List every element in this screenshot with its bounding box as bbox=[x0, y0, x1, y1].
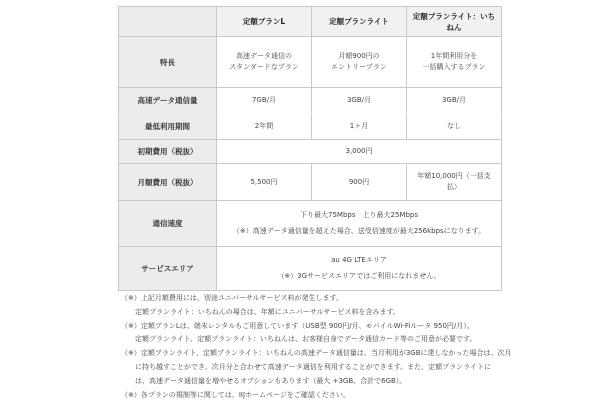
header-plan-lite-ichinen: 定額プランライト：いちねん bbox=[407, 7, 502, 37]
speed-row bbox=[119, 201, 502, 247]
footnotes bbox=[121, 292, 591, 402]
monthly-fee-ichinen-line2: 払） bbox=[447, 183, 461, 191]
area-row bbox=[119, 247, 502, 291]
footnote-3-cont-1: に持ち越すことができ、次月分と合わせて高速データ通信を利用することができます。また、定額プランライトに bbox=[135, 362, 491, 371]
features-label: 特長 bbox=[119, 37, 217, 88]
plan-comparison-table bbox=[118, 6, 502, 291]
features-plan-lite bbox=[312, 37, 407, 88]
monthly-fee-label: 月額費用（税抜） bbox=[119, 164, 217, 201]
initial-fee-row bbox=[119, 140, 502, 164]
speed-line1: 下り最大75Mbps 上り最大25Mbps bbox=[300, 211, 418, 219]
initial-fee-label: 初期費用（税抜） bbox=[119, 140, 217, 164]
footnote-2: （※）定額プランLは、端末レンタルもご用意しています（USB型 900円/月、モバイルWi-Fiルータ 950円/月）。 bbox=[121, 321, 474, 330]
min-period-plan-l: 2年間 bbox=[217, 114, 312, 140]
area-label: サービスエリア bbox=[119, 247, 217, 291]
footnote-1: （※）上記月額費用には、別途ユニバーサルサービス料が発生します。 bbox=[121, 294, 343, 302]
features-plan-ichinen bbox=[407, 37, 502, 88]
header-plan-lite: 定額プランライト bbox=[312, 7, 407, 37]
footnote-1-detail: 定額プランライト：いちねんの場合は、年額にユニバーサルサービス料を含みます。 bbox=[135, 307, 400, 316]
footnote-4: （※）各プランの規制等に関しては、IIJホームページをご確認ください。 bbox=[121, 390, 350, 399]
min-period-plan-lite: 1ヶ月 bbox=[312, 114, 407, 140]
features-plan-lite-line2: エントリープラン bbox=[331, 63, 387, 71]
monthly-fee-plan-lite: 900円 bbox=[312, 164, 407, 201]
area-value bbox=[217, 247, 502, 291]
header-corner-cell bbox=[119, 7, 217, 37]
area-line1: au 4G LTEエリア bbox=[331, 256, 387, 264]
monthly-fee-plan-ichinen bbox=[407, 164, 502, 201]
speed-label: 通信速度 bbox=[119, 201, 217, 247]
area-line2: （※）3Gサービスエリアではご利用になれません。 bbox=[277, 272, 441, 280]
monthly-fee-plan-l: 5,500円 bbox=[217, 164, 312, 201]
speed-value bbox=[217, 201, 502, 247]
speed-line2: （※）高速データ通信量を超えた場合、送受信速度が最大256kbpsになります。 bbox=[232, 227, 486, 235]
features-plan-l-line2: スタンダードなプラン bbox=[229, 63, 299, 71]
data-cap-row bbox=[119, 88, 502, 114]
footnote-3: （※）定額プランライト、定額プランライト：いちねんの高速データ通信量は、当月利用が3GBに達しなかった場合は、次月 bbox=[121, 349, 512, 358]
data-cap-label: 高速データ通信量 bbox=[119, 88, 217, 114]
min-period-row bbox=[119, 114, 502, 140]
min-period-label: 最低利用期間 bbox=[119, 114, 217, 140]
features-plan-lite-line1: 月額900円の bbox=[338, 52, 380, 60]
monthly-fee-ichinen-line1: 年額10,000円（一括支 bbox=[417, 172, 491, 180]
footnote-3-cont-2: は、高速データ通信量を増やせるオプションもあります（最大 +3GB、合計で6GB）。 bbox=[135, 376, 407, 385]
min-period-plan-ichinen: なし bbox=[407, 114, 502, 140]
header-row bbox=[119, 7, 502, 37]
features-row bbox=[119, 37, 502, 88]
data-cap-plan-ichinen: 3GB/月 bbox=[407, 88, 502, 114]
features-plan-l-line1: 高速データ通信の bbox=[236, 52, 292, 60]
features-plan-l bbox=[217, 37, 312, 88]
features-plan-ichinen-line2: 一括購入するプラン bbox=[422, 63, 486, 71]
data-cap-plan-l: 7GB/月 bbox=[217, 88, 312, 114]
data-cap-plan-lite: 3GB/月 bbox=[312, 88, 407, 114]
footnote-2-detail: 定額プランライト、定額プランライト：いちねんは、お客様自身でデータ通信カード等のご用意が必要です。 bbox=[135, 335, 477, 344]
header-plan-l: 定額プランL bbox=[217, 7, 312, 37]
initial-fee-value: 3,000円 bbox=[217, 140, 502, 164]
features-plan-ichinen-line1: 1年間利用分を bbox=[430, 52, 478, 60]
monthly-fee-row bbox=[119, 164, 502, 201]
